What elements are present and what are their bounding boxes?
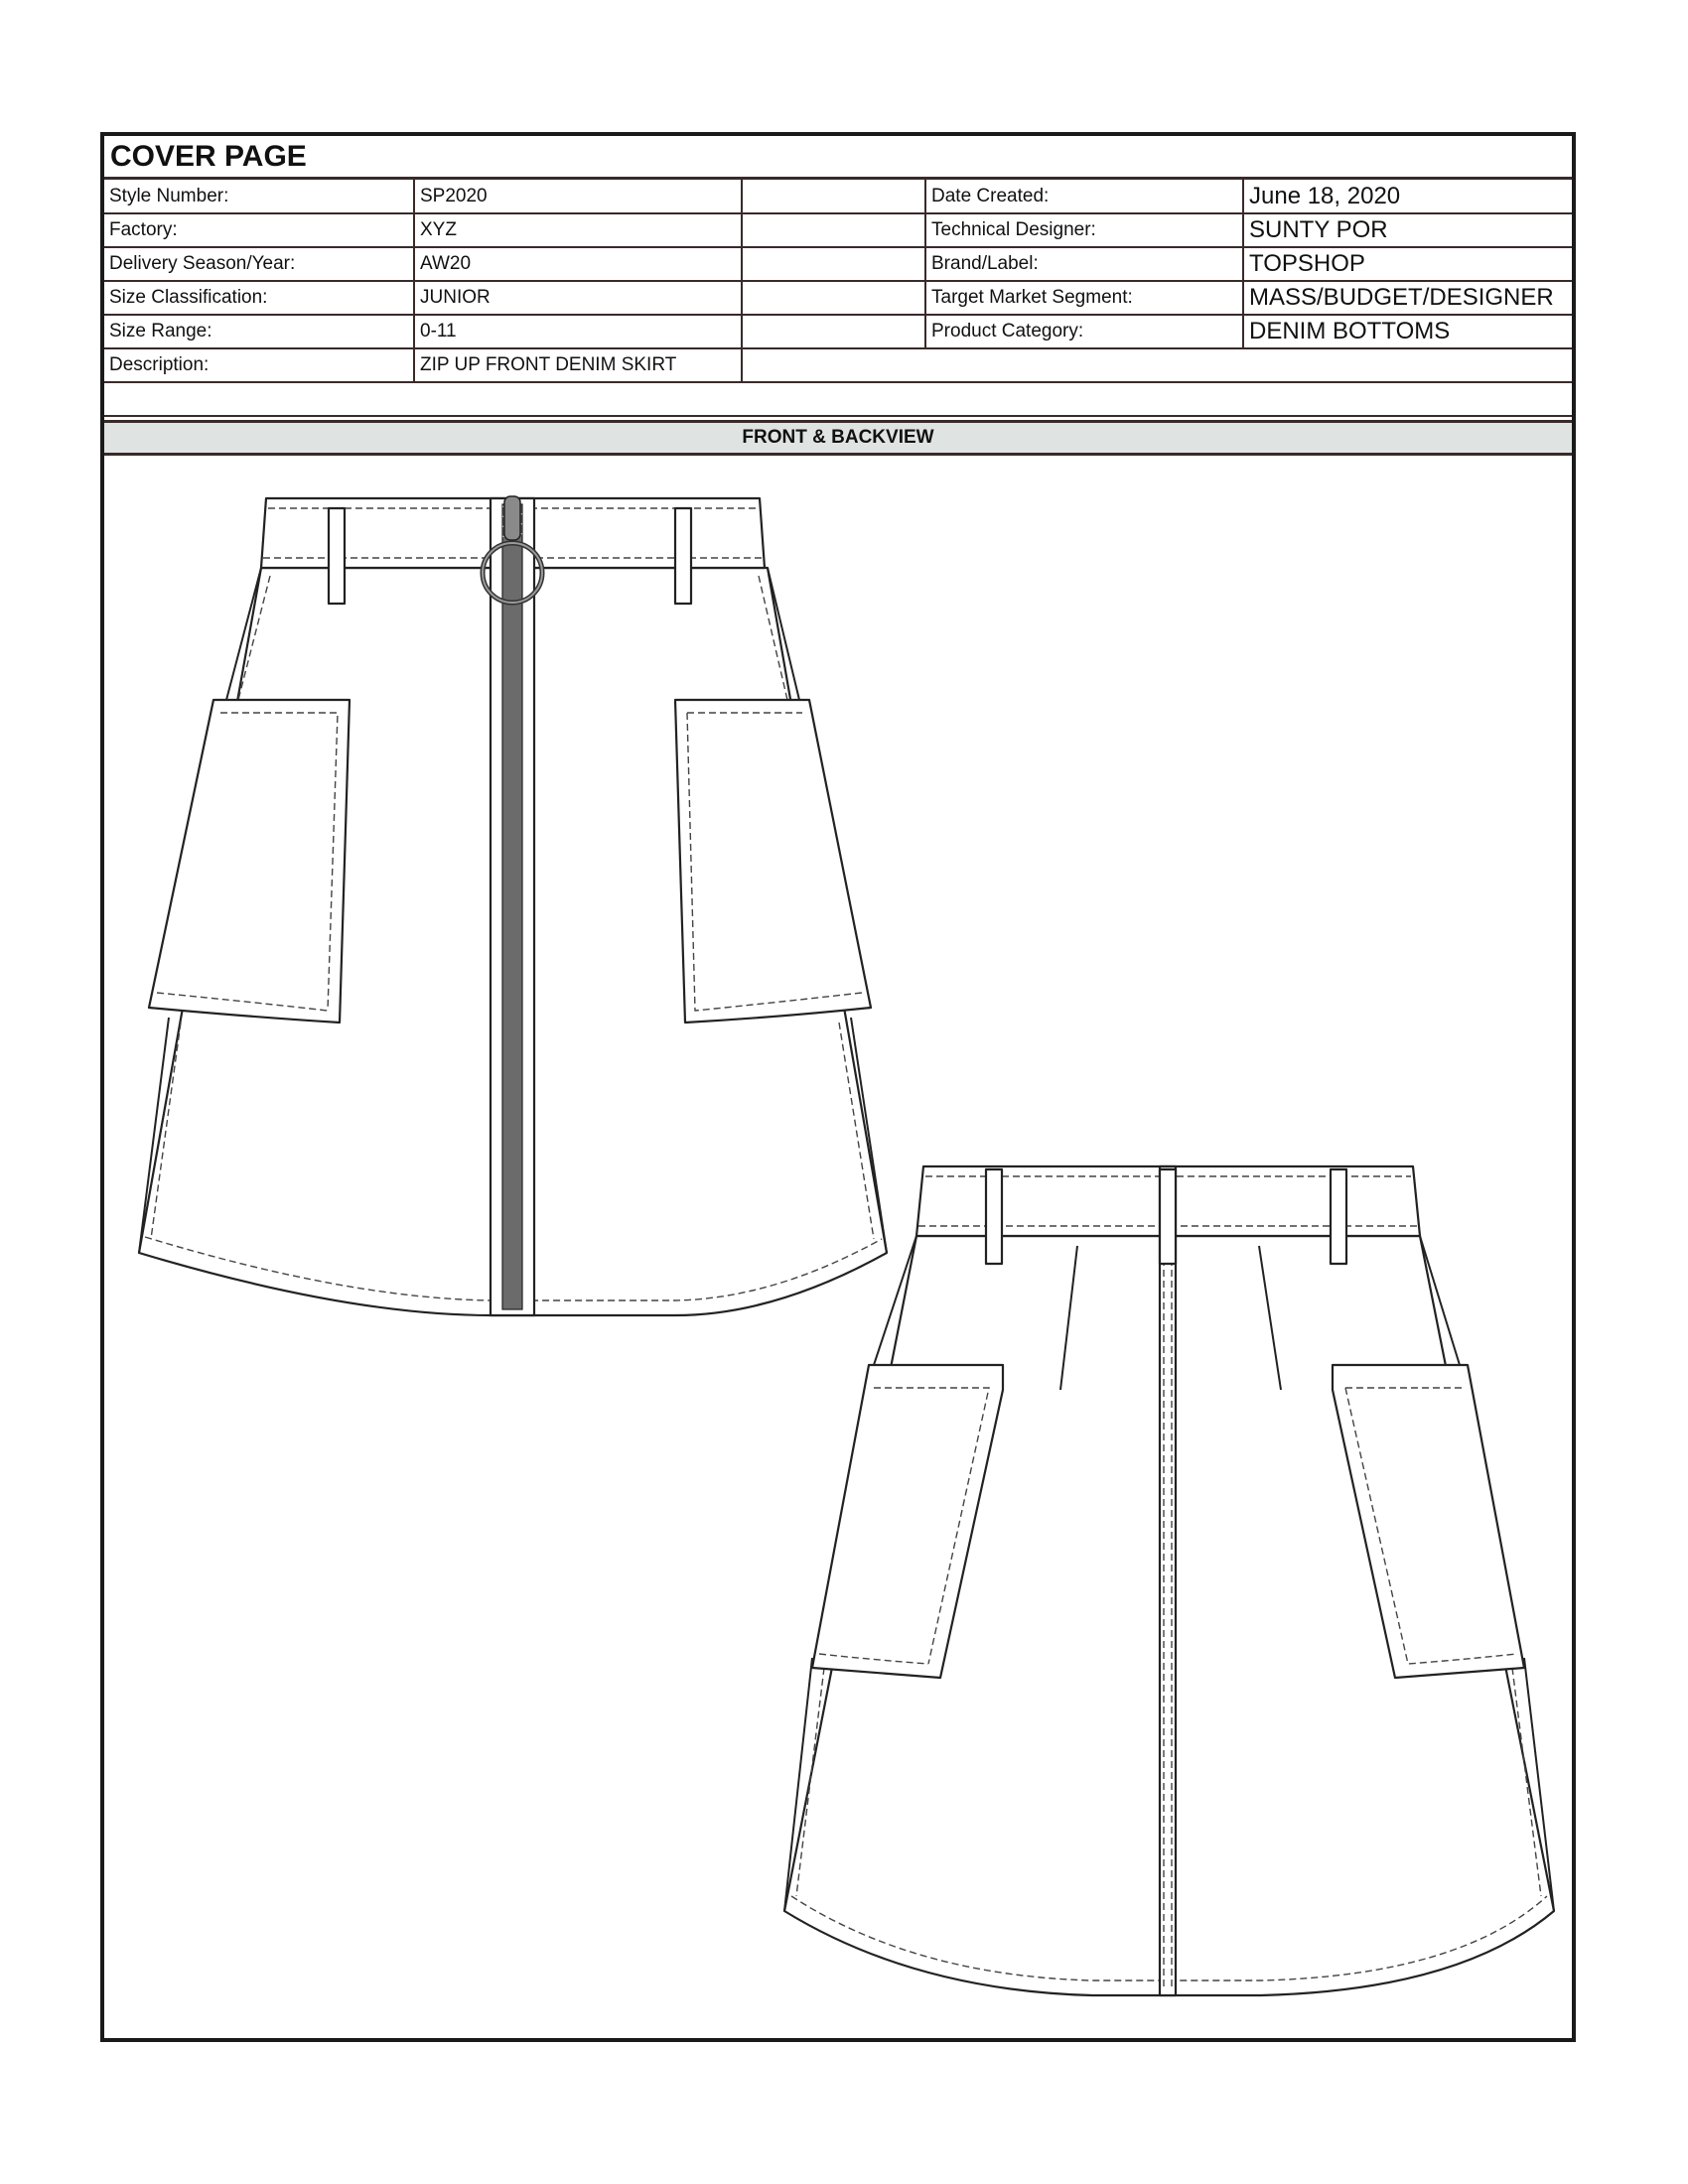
- spec-label: Size Classification:: [104, 281, 414, 315]
- spec-value: SUNTY POR: [1243, 213, 1572, 247]
- spec-label: Brand/Label:: [925, 247, 1243, 281]
- spec-value: MASS/BUDGET/DESIGNER: [1243, 281, 1572, 315]
- spec-row: [104, 348, 1572, 382]
- spec-value: June 18, 2020: [1243, 180, 1572, 213]
- empty-cell: [742, 281, 925, 315]
- spec-table: [104, 180, 1572, 417]
- spec-label: Description:: [104, 348, 414, 382]
- title-row: [104, 136, 1572, 180]
- spec-label: Target Market Segment:: [925, 281, 1243, 315]
- empty-cell: [742, 180, 925, 213]
- spec-label: Size Range:: [104, 315, 414, 348]
- spec-value: SP2020: [414, 180, 742, 213]
- spec-row-empty: [104, 382, 1572, 416]
- spec-value: JUNIOR: [414, 281, 742, 315]
- empty-cell: [742, 315, 925, 348]
- empty-cell: [742, 247, 925, 281]
- spec-label: Date Created:: [925, 180, 1243, 213]
- spec-label: Technical Designer:: [925, 213, 1243, 247]
- spec-value: XYZ: [414, 213, 742, 247]
- empty-cell: [742, 348, 1572, 382]
- section-header: FRONT & BACKVIEW: [104, 420, 1572, 456]
- spec-label: Factory:: [104, 213, 414, 247]
- page-title: COVER PAGE: [110, 140, 307, 173]
- spec-label: Style Number:: [104, 180, 414, 213]
- spec-label: Delivery Season/Year:: [104, 247, 414, 281]
- spec-sheet: [100, 132, 1576, 2042]
- spec-value: 0-11: [414, 315, 742, 348]
- spec-label: Product Category:: [925, 315, 1243, 348]
- empty-cell: [742, 213, 925, 247]
- spec-value: ZIP UP FRONT DENIM SKIRT: [414, 348, 742, 382]
- spec-row: [104, 281, 1572, 315]
- spec-value: AW20: [414, 247, 742, 281]
- spec-value: TOPSHOP: [1243, 247, 1572, 281]
- spec-row: [104, 180, 1572, 213]
- spec-value: DENIM BOTTOMS: [1243, 315, 1572, 348]
- empty-cell: [104, 382, 1572, 416]
- spec-row: [104, 315, 1572, 348]
- spec-row: [104, 247, 1572, 281]
- spec-row: [104, 213, 1572, 247]
